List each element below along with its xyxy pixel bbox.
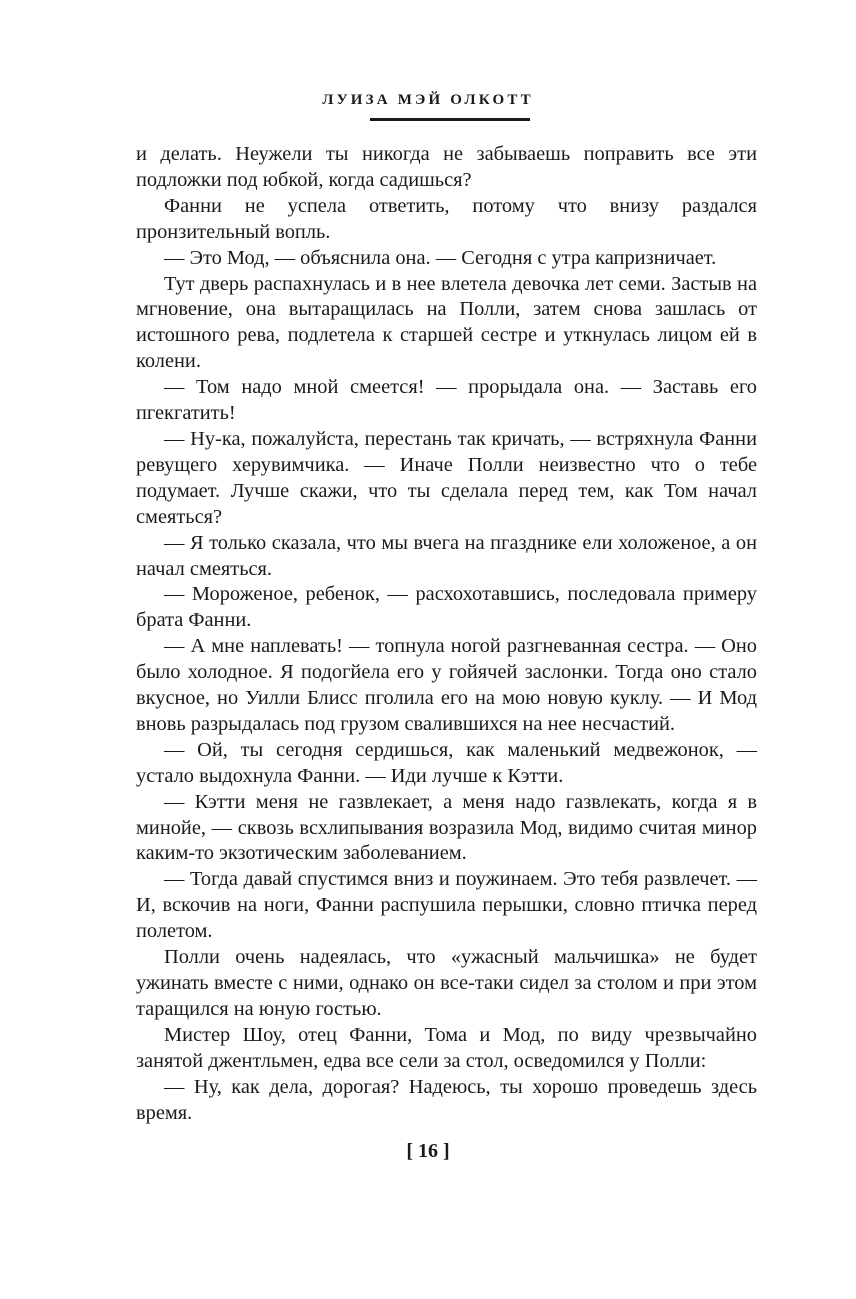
- paragraph: — Кэтти меня не газвлекает, а меня надо газвлекать, когда я в минойе, — сквозь всхлипывания возразила Мод, видимо считая минор каким-то экзотическим заболеванием.: [136, 790, 757, 865]
- paragraph: — Ну-ка, пожалуйста, перестань так кричать, — встряхнула Фанни ревущего херувимчика. — Иначе Полли неизвестно что о тебе подумает. Лучше скажи, что ты сделала перед тем, как Том начал смеяться?: [136, 427, 757, 528]
- paragraph: — Мороженое, ребенок, — расхохотавшись, последовала примеру брата Фанни.: [136, 583, 757, 632]
- header-rule: [370, 118, 530, 121]
- paragraph: Полли очень надеялась, что «ужасный мальчишка» не будет ужинать вместе с ними, однако он все-таки сидел за столом и при этом таращился на юную гостью.: [136, 946, 757, 1020]
- running-title: ЛУИЗА МЭЙ ОЛКОТТ: [322, 92, 534, 108]
- paragraph: Мистер Шоу, отец Фанни, Тома и Мод, по виду чрезвычайно занятой джентльмен, едва все сели за стол, осведомился у Полли:: [136, 1023, 757, 1072]
- paragraph: — Это Мод, — объяснила она. — Сегодня с утра капризничает.: [164, 246, 717, 269]
- paragraph: — Ну, как дела, дорогая? Надеюсь, ты хорошо проведешь здесь время.: [136, 1075, 757, 1124]
- body-text: [136, 142, 757, 1126]
- paragraph: Тут дверь распахнулась и в нее влетела девочка лет семи. Застыв на мгновение, она вытаращилась на Полли, затем снова зашлась от истошного рева, подлетела к старшей сестре и уткнулась лицом ей в колени.: [136, 272, 757, 373]
- paragraph: и делать. Неужели ты никогда не забываешь поправить все эти подложки под юбкой, когда садишься?: [136, 143, 757, 191]
- page-number: [ 16 ]: [406, 1140, 450, 1162]
- paragraph: — Ой, ты сегодня сердишься, как маленький медвежонок, — устало выдохнула Фанни. — Иди лучше к Кэтти.: [136, 738, 757, 787]
- paragraph: — Том надо мной смеется! — прорыдала она. — Заставь его пгекгатить!: [136, 376, 757, 425]
- paragraph: Фанни не успела ответить, потому что внизу раздался пронзительный вопль.: [136, 194, 757, 243]
- paragraph: — Я только сказала, что мы вчега на пгазднике ели холоженое, а он начал смеяться.: [136, 531, 757, 580]
- paragraph: — А мне наплевать! — топнула ногой разгневанная сестра. — Оно было холодное. Я подогйела его у гойячей заслонки. Тогда оно стало вкусное, но Уилли Блисс пголила его на мою новую куклу. — И Мод вновь разрыдалась под грузом свалившихся на нее несчастий.: [136, 635, 757, 735]
- paragraph: — Тогда давай спустимся вниз и поужинаем. Это тебя развлечет. — И, вскочив на ноги, Фанни распушила перышки, словно птичка перед полетом.: [136, 868, 757, 943]
